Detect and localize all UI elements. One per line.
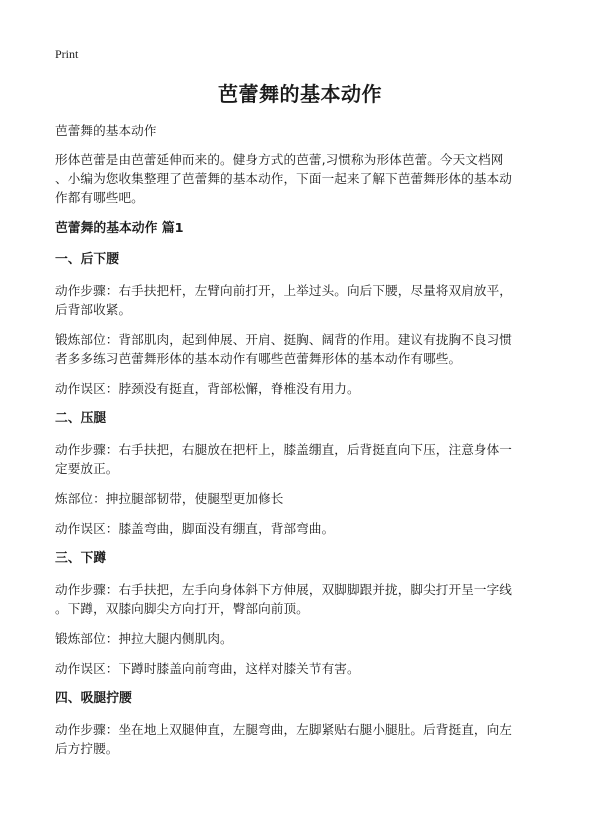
text-line: 定要放正。 (55, 461, 119, 476)
step-paragraph (55, 580, 547, 618)
intro-line: 作都有哪些吧。 (55, 190, 144, 205)
error-paragraph: 动作误区：膝盖弯曲，脚面没有绷直，背部弯曲。 (55, 521, 335, 536)
text-line: 后方拧腰。 (55, 741, 119, 756)
intro-paragraph (55, 150, 547, 207)
train-paragraph: 炼部位：抻拉腿部韧带，使腿型更加修长 (55, 491, 284, 506)
text-line: 者多多练习芭蕾舞形体的基本动作有哪些芭蕾舞形体的基本动作有哪些。 (55, 351, 462, 366)
train-paragraph (55, 330, 547, 368)
text-line: 动作步骤：坐在地上双腿伸直，左腿弯曲，左脚紧贴右腿小腿肚。后背挺直，向左 (55, 722, 512, 737)
text-line: 动作步骤：右手扶把，右腿放在把杆上，膝盖绷直，后背挺直向下压，注意身体一 (55, 442, 512, 457)
intro-line: 、小编为您收集整理了芭蕾舞的基本动作，下面一起来了解下芭蕾舞形体的基本动 (55, 171, 512, 186)
section-heading: 四、吸腿拧腰 (55, 691, 132, 706)
text-line: 后背部收紧。 (55, 302, 132, 317)
error-paragraph: 动作误区：脖颈没有挺直，背部松懈，脊椎没有用力。 (55, 381, 360, 396)
step-paragraph (55, 281, 547, 319)
section-heading: 一、后下腰 (55, 252, 119, 267)
text-line: 。下蹲，双膝向脚尖方向打开，臀部向前顶。 (55, 601, 309, 616)
intro-line: 形体芭蕾是由芭蕾延伸而来的。健身方式的芭蕾,习惯称为形体芭蕾。今天文档网 (55, 152, 504, 167)
text-line: 动作步骤：右手扶把，左手向身体斜下方伸展，双脚脚跟并拢，脚尖打开呈一字线 (55, 582, 512, 597)
document-subtitle: 芭蕾舞的基本动作 (55, 123, 157, 138)
step-paragraph (55, 720, 547, 758)
step-paragraph (55, 440, 547, 478)
page-title: 芭蕾舞的基本动作 (218, 82, 382, 106)
print-label: Print (55, 47, 79, 61)
document-body (55, 121, 547, 758)
article-heading: 芭蕾舞的基本动作 篇1 (55, 221, 184, 236)
section-heading: 三、下蹲 (55, 551, 107, 566)
error-paragraph: 动作误区：下蹲时膝盖向前弯曲，这样对膝关节有害。 (55, 661, 360, 676)
train-paragraph: 锻炼部位：抻拉大腿内侧肌肉。 (55, 631, 233, 646)
text-line: 动作步骤：右手扶把杆，左臂向前打开，上举过头。向后下腰，尽量将双肩放平， (55, 283, 512, 298)
section-heading: 二、压腿 (55, 411, 107, 426)
text-line: 锻炼部位：背部肌肉，起到伸展、开肩、挺胸、阔背的作用。建议有拢胸不良习惯 (55, 332, 512, 347)
